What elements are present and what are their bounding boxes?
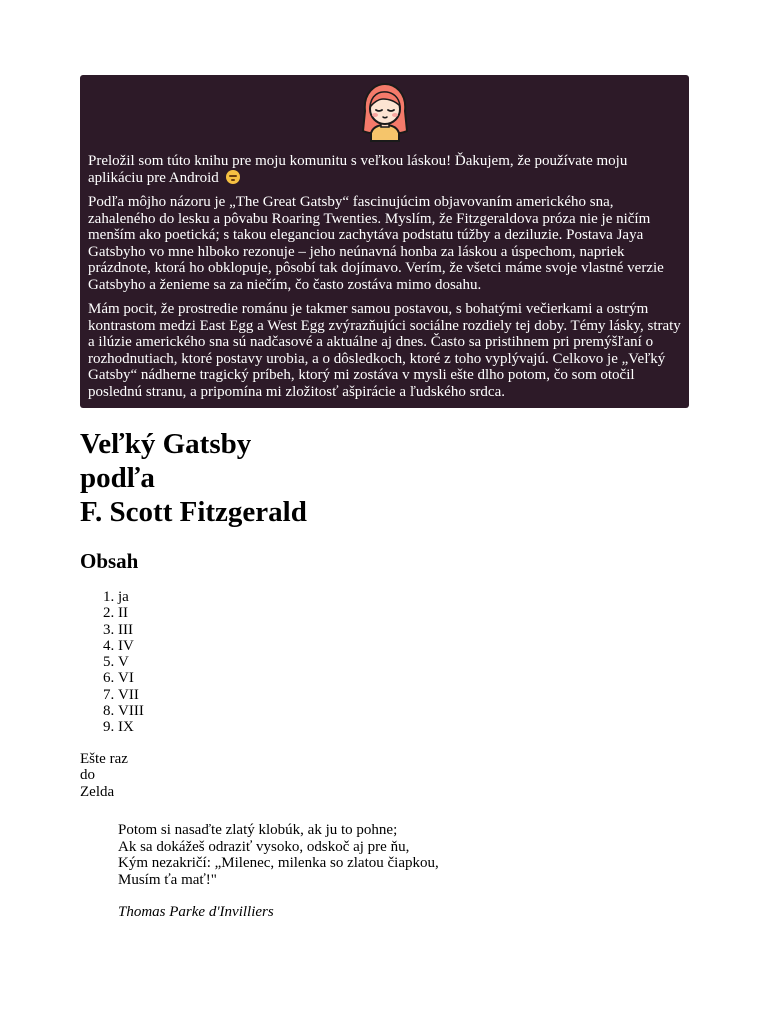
toc-item[interactable]: 7. VII bbox=[118, 687, 689, 703]
translator-note-paragraph-3: Mám pocit, že prostredie románu je takmer samou postavou, s bohatými večierkami a ostrým kontrastom medzi East Egg a West Egg zvýrazňujúci sociálne rozdiely tej doby. Témy lásky, straty a ilúzie amerického sna sú nadčasové a aktuálne aj dnes. Často sa pristihnem pri premýšľaní o rozhodnutiach, ktoré postavy urobia, a o dôsledkoch, ktoré z toho vyplývajú. Celkovo je „Veľký Gatsby“ nádherne tragický príbeh, ktorý mi zostáva v mysli ešte dlho potom, čo som otočil poslednú stranu, a pripomína mi zložitosť ašpirácie a ľudského srdca. bbox=[88, 301, 681, 400]
translator-note-box bbox=[80, 75, 689, 408]
book-title-line-1: Veľký Gatsby bbox=[80, 428, 252, 460]
page bbox=[80, 75, 689, 921]
epigraph-line: Potom si nasaďte zlatý klobúk, ak ju to pohne; bbox=[118, 822, 398, 839]
dedication bbox=[80, 751, 689, 801]
avatar-wrap bbox=[88, 81, 681, 143]
toc-heading: Obsah bbox=[80, 549, 139, 573]
hand-over-mouth-emoji-icon bbox=[226, 170, 240, 184]
dedication-line-1: Ešte raz bbox=[80, 750, 128, 767]
epigraph-line: Ak sa dokážeš odraziť vysoko, odskoč aj pre ňu, bbox=[118, 838, 410, 855]
dedication-line-2: do bbox=[80, 767, 95, 784]
toc-item[interactable]: 5. V bbox=[118, 654, 689, 670]
toc-item[interactable]: 3. III bbox=[118, 622, 689, 638]
epigraph-poem bbox=[118, 822, 689, 888]
book-title bbox=[80, 427, 689, 529]
dedication-line-3: Zelda bbox=[80, 783, 115, 800]
toc-item[interactable]: 2. II bbox=[118, 605, 689, 621]
toc-item[interactable]: 4. IV bbox=[118, 638, 689, 654]
toc-item[interactable]: 9. IX bbox=[118, 719, 689, 735]
toc-item[interactable]: 6. VI bbox=[118, 670, 689, 686]
toc-item[interactable]: 1. ja bbox=[118, 589, 689, 605]
book-title-line-3: F. Scott Fitzgerald bbox=[80, 496, 307, 528]
translator-note-paragraph-1: Preložil som túto knihu pre moju komunitu s veľkou láskou! Ďakujem, že používate moju aplikáciu pre Android bbox=[88, 153, 628, 186]
epigraph-attribution: Thomas Parke d'Invilliers bbox=[118, 904, 274, 921]
epigraph-line: Kým nezakričí: „Milenec, milenka so zlatou čiapkou, bbox=[118, 855, 439, 872]
toc-item[interactable]: 8. VIII bbox=[118, 703, 689, 719]
book-title-line-2: podľa bbox=[80, 462, 155, 494]
epigraph-line: Musím ťa mať!" bbox=[118, 871, 217, 888]
girl-avatar-icon bbox=[355, 81, 415, 143]
translator-note-paragraph-2: Podľa môjho názoru je „The Great Gatsby“ fascinujúcim objavovaním amerického sna, zahaleného do lesku a pôvabu Roaring Twenties. Myslím, že Fitzgeraldova próza nie je ničím menším ako poetická; s takou eleganciou zachytáva podstatu túžby a deziluzie. Postava Jaya Gatsbyho vo mne hlboko rezonuje – jeho neúnavná honba za láskou a úspechom, napriek prázdnote, ktorá ho obklopuje, pôsobí tak dojímavo. Verím, že všetci máme svoje vlastné verzie Gatsbyho a ženieme sa za niečím, čo často zostáva mimo dosahu. bbox=[88, 194, 664, 293]
table-of-contents bbox=[80, 589, 689, 736]
